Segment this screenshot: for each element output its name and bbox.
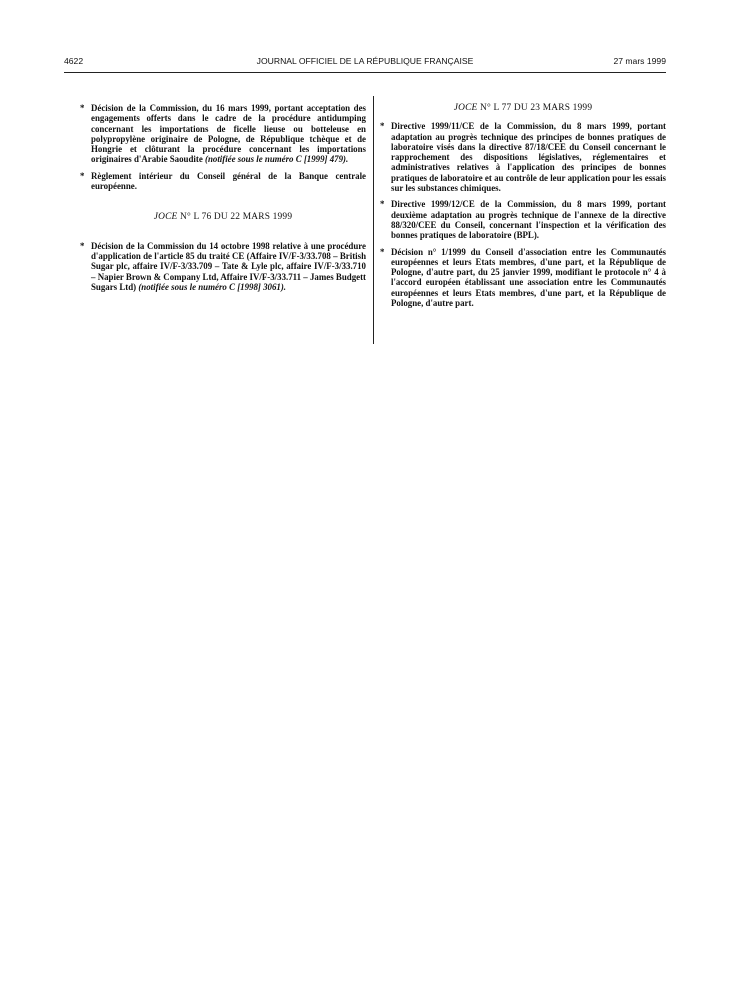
section-heading bbox=[380, 103, 666, 113]
bullet-asterisk: * bbox=[380, 199, 385, 210]
right-column bbox=[380, 103, 666, 314]
bullet-asterisk: * bbox=[80, 170, 85, 181]
entry-text: Décision de la Commission, du 16 mars 1999, portant acceptation des engagements offerts dans le cadre de la procédure antidumping concernant les importations de ficelle lieuse ou botteleuse en polypropylène originaire de Pologne, de République tchèque et de Hongrie et clôturant la procédure concernant les importations originaires d'Arabie Saoudite bbox=[91, 103, 366, 165]
bullet-asterisk: * bbox=[380, 246, 385, 257]
list-item bbox=[380, 247, 666, 309]
section-title: N° L 77 DU 23 MARS 1999 bbox=[480, 103, 593, 113]
issue-date: 27 mars 1999 bbox=[613, 56, 666, 66]
bullet-asterisk: * bbox=[80, 240, 85, 251]
left-column bbox=[80, 103, 366, 298]
list-item bbox=[80, 103, 366, 165]
list-item bbox=[380, 199, 666, 240]
journal-title: JOURNAL OFFICIEL DE LA RÉPUBLIQUE FRANÇAISE bbox=[256, 56, 474, 66]
list-item bbox=[80, 241, 366, 292]
section-prefix: JOCE bbox=[153, 212, 178, 223]
section-heading bbox=[80, 212, 366, 222]
bullet-asterisk: * bbox=[380, 121, 385, 132]
entry-text: Décision n° 1/1999 du Conseil d'association entre les Communautés européennes et leurs Etats membres, d'une part, et la République de Pologne, d'autre part, du 25 janvier 1999, modifiant le protocole n° 4 à l'accord européen établissant une association entre les Communautés européennes et leurs Etats membres, d'une part, et la République de Pologne, d'autre part. bbox=[391, 246, 666, 309]
list-item bbox=[80, 171, 366, 192]
section-prefix: JOCE bbox=[453, 103, 478, 113]
entry-text: Règlement intérieur du Conseil général de la Banque centrale européenne. bbox=[91, 170, 366, 192]
page-header bbox=[64, 56, 666, 70]
entry-note: (notifiée sous le numéro C [1999] 479). bbox=[204, 154, 349, 165]
page-number: 4622 bbox=[64, 56, 84, 66]
column-divider bbox=[373, 96, 374, 344]
header-rule bbox=[64, 72, 666, 73]
bullet-asterisk: * bbox=[80, 103, 85, 113]
entry-text: Directive 1999/11/CE de la Commission, du 8 mars 1999, portant adaptation au progrès technique des principes de bonnes pratiques de laboratoire visés dans la directive 87/18/CEE du Conseil concernant le rapprochement des dispositions législatives, réglementaires et administratives relatives à l'application des principes de bonnes pratiques de laboratoire et au contrôle de leur application pour les essais sur les substances chimiques. bbox=[391, 121, 666, 194]
entry-text: Directive 1999/12/CE de la Commission, du 8 mars 1999, portant deuxième adaptation au progrès technique de l'annexe de la directive 88/320/CEE du Conseil, concernant l'inspection et la vérification des bonnes pratiques de laboratoire (BPL). bbox=[391, 199, 666, 241]
list-item bbox=[380, 121, 666, 193]
entry-note: (notifiée sous le numéro C [1998] 3061). bbox=[138, 281, 287, 292]
entry-text: Décision de la Commission du 14 octobre 1998 relative à une procédure d'application de l'article 85 du traité CE (Affaire IV/F-3/33.708 – British Sugar plc, affaire IV/F-3/33.709 – Tate & Lyle plc, affaire IV/F-3/33.710 – Napier Brown & Company Ltd, Affaire IV/F-3/33.711 – James Budgett Sugars Ltd) bbox=[91, 240, 366, 292]
section-title: N° L 76 DU 22 MARS 1999 bbox=[180, 212, 293, 223]
